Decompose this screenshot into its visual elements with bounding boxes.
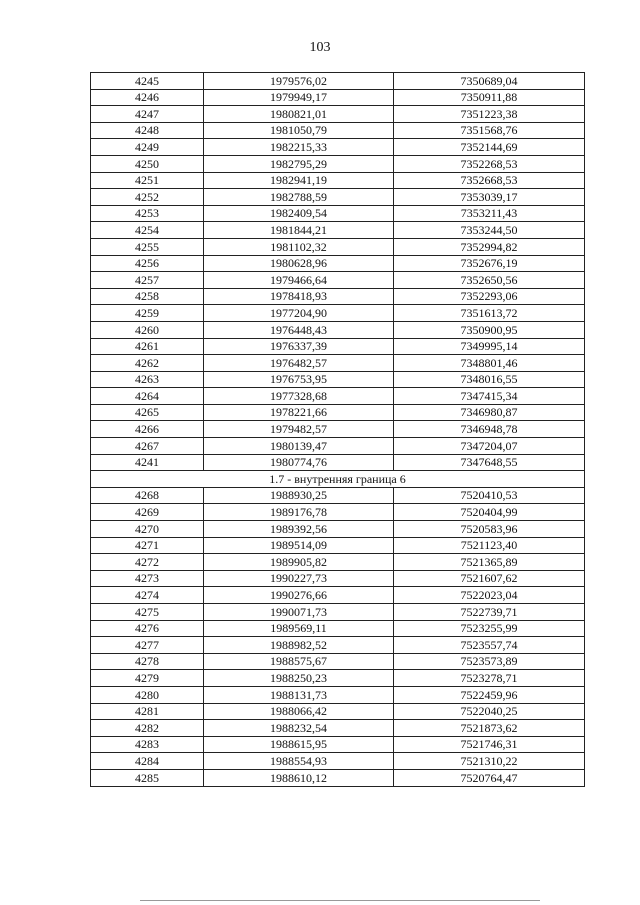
x-coordinate-cell: 1979949,17 bbox=[204, 89, 394, 106]
y-coordinate-cell: 7352994,82 bbox=[394, 238, 585, 255]
point-number-cell: 4247 bbox=[91, 106, 204, 123]
x-coordinate-cell: 1976337,39 bbox=[204, 338, 394, 355]
y-coordinate-cell: 7352676,19 bbox=[394, 255, 585, 272]
x-coordinate-cell: 1988610,12 bbox=[204, 769, 394, 786]
table-row bbox=[91, 122, 585, 139]
point-number-cell: 4283 bbox=[91, 736, 204, 753]
y-coordinate-cell: 7353211,43 bbox=[394, 205, 585, 222]
point-number-cell: 4264 bbox=[91, 388, 204, 405]
y-coordinate-cell: 7522739,71 bbox=[394, 604, 585, 621]
x-coordinate-cell: 1976753,95 bbox=[204, 371, 394, 388]
y-coordinate-cell: 7348016,55 bbox=[394, 371, 585, 388]
x-coordinate-cell: 1988554,93 bbox=[204, 753, 394, 770]
point-number-cell: 4252 bbox=[91, 189, 204, 206]
table-row bbox=[91, 487, 585, 504]
coordinates-table-body bbox=[91, 73, 585, 787]
y-coordinate-cell: 7352293,06 bbox=[394, 288, 585, 305]
x-coordinate-cell: 1988250,23 bbox=[204, 670, 394, 687]
y-coordinate-cell: 7521607,62 bbox=[394, 570, 585, 587]
point-number-cell: 4267 bbox=[91, 438, 204, 455]
table-row bbox=[91, 653, 585, 670]
table-row bbox=[91, 255, 585, 272]
x-coordinate-cell: 1981050,79 bbox=[204, 122, 394, 139]
table-row bbox=[91, 388, 585, 405]
x-coordinate-cell: 1978418,93 bbox=[204, 288, 394, 305]
y-coordinate-cell: 7346948,78 bbox=[394, 421, 585, 438]
x-coordinate-cell: 1988575,67 bbox=[204, 653, 394, 670]
table-row bbox=[91, 454, 585, 471]
y-coordinate-cell: 7520404,99 bbox=[394, 504, 585, 521]
table-row bbox=[91, 703, 585, 720]
y-coordinate-cell: 7352268,53 bbox=[394, 155, 585, 172]
x-coordinate-cell: 1981102,32 bbox=[204, 238, 394, 255]
table-row bbox=[91, 521, 585, 538]
point-number-cell: 4275 bbox=[91, 604, 204, 621]
x-coordinate-cell: 1989514,09 bbox=[204, 537, 394, 554]
y-coordinate-cell: 7352650,56 bbox=[394, 272, 585, 289]
point-number-cell: 4273 bbox=[91, 570, 204, 587]
y-coordinate-cell: 7350911,88 bbox=[394, 89, 585, 106]
y-coordinate-cell: 7521310,22 bbox=[394, 753, 585, 770]
x-coordinate-cell: 1989176,78 bbox=[204, 504, 394, 521]
y-coordinate-cell: 7521365,89 bbox=[394, 554, 585, 571]
y-coordinate-cell: 7523573,89 bbox=[394, 653, 585, 670]
table-row bbox=[91, 753, 585, 770]
y-coordinate-cell: 7351613,72 bbox=[394, 305, 585, 322]
x-coordinate-cell: 1988930,25 bbox=[204, 487, 394, 504]
table-row bbox=[91, 205, 585, 222]
point-number-cell: 4272 bbox=[91, 554, 204, 571]
y-coordinate-cell: 7348801,46 bbox=[394, 355, 585, 372]
y-coordinate-cell: 7347204,07 bbox=[394, 438, 585, 455]
x-coordinate-cell: 1980139,47 bbox=[204, 438, 394, 455]
point-number-cell: 4260 bbox=[91, 321, 204, 338]
y-coordinate-cell: 7523557,74 bbox=[394, 637, 585, 654]
table-row bbox=[91, 189, 585, 206]
table-row bbox=[91, 305, 585, 322]
x-coordinate-cell: 1979576,02 bbox=[204, 73, 394, 90]
page-number: 103 bbox=[309, 40, 331, 55]
x-coordinate-cell: 1989392,56 bbox=[204, 521, 394, 538]
x-coordinate-cell: 1982795,29 bbox=[204, 155, 394, 172]
x-coordinate-cell: 1977204,90 bbox=[204, 305, 394, 322]
table-row bbox=[91, 421, 585, 438]
y-coordinate-cell: 7520764,47 bbox=[394, 769, 585, 786]
point-number-cell: 4258 bbox=[91, 288, 204, 305]
point-number-cell: 4259 bbox=[91, 305, 204, 322]
table-row bbox=[91, 288, 585, 305]
table-row bbox=[91, 321, 585, 338]
point-number-cell: 4276 bbox=[91, 620, 204, 637]
table-row bbox=[91, 686, 585, 703]
point-number-cell: 4245 bbox=[91, 73, 204, 90]
x-coordinate-cell: 1989905,82 bbox=[204, 554, 394, 571]
x-coordinate-cell: 1982215,33 bbox=[204, 139, 394, 156]
point-number-cell: 4250 bbox=[91, 155, 204, 172]
y-coordinate-cell: 7349995,14 bbox=[394, 338, 585, 355]
point-number-cell: 4246 bbox=[91, 89, 204, 106]
table-row bbox=[91, 371, 585, 388]
x-coordinate-cell: 1990071,73 bbox=[204, 604, 394, 621]
x-coordinate-cell: 1981844,21 bbox=[204, 222, 394, 239]
x-coordinate-cell: 1988982,52 bbox=[204, 637, 394, 654]
table-row bbox=[91, 537, 585, 554]
table-row bbox=[91, 106, 585, 123]
point-number-cell: 4248 bbox=[91, 122, 204, 139]
y-coordinate-cell: 7351223,38 bbox=[394, 106, 585, 123]
y-coordinate-cell: 7520410,53 bbox=[394, 487, 585, 504]
point-number-cell: 4257 bbox=[91, 272, 204, 289]
x-coordinate-cell: 1990276,66 bbox=[204, 587, 394, 604]
x-coordinate-cell: 1976448,43 bbox=[204, 321, 394, 338]
point-number-cell: 4263 bbox=[91, 371, 204, 388]
coordinates-table bbox=[90, 72, 585, 787]
x-coordinate-cell: 1989569,11 bbox=[204, 620, 394, 637]
point-number-cell: 4268 bbox=[91, 487, 204, 504]
point-number-cell: 4270 bbox=[91, 521, 204, 538]
x-coordinate-cell: 1988131,73 bbox=[204, 686, 394, 703]
y-coordinate-cell: 7522459,96 bbox=[394, 686, 585, 703]
table-row bbox=[91, 272, 585, 289]
x-coordinate-cell: 1978221,66 bbox=[204, 404, 394, 421]
table-row bbox=[91, 604, 585, 621]
y-coordinate-cell: 7353244,50 bbox=[394, 222, 585, 239]
table-row bbox=[91, 620, 585, 637]
x-coordinate-cell: 1988615,95 bbox=[204, 736, 394, 753]
y-coordinate-cell: 7522040,25 bbox=[394, 703, 585, 720]
y-coordinate-cell: 7352668,53 bbox=[394, 172, 585, 189]
point-number-cell: 4281 bbox=[91, 703, 204, 720]
point-number-cell: 4277 bbox=[91, 637, 204, 654]
table-row bbox=[91, 637, 585, 654]
point-number-cell: 4266 bbox=[91, 421, 204, 438]
point-number-cell: 4269 bbox=[91, 504, 204, 521]
x-coordinate-cell: 1980628,96 bbox=[204, 255, 394, 272]
point-number-cell: 4253 bbox=[91, 205, 204, 222]
point-number-cell: 4265 bbox=[91, 404, 204, 421]
table-row bbox=[91, 554, 585, 571]
point-number-cell: 4262 bbox=[91, 355, 204, 372]
y-coordinate-cell: 7521123,40 bbox=[394, 537, 585, 554]
point-number-cell: 4261 bbox=[91, 338, 204, 355]
table-row bbox=[91, 670, 585, 687]
x-coordinate-cell: 1982788,59 bbox=[204, 189, 394, 206]
table-row bbox=[91, 504, 585, 521]
point-number-cell: 4278 bbox=[91, 653, 204, 670]
table-row bbox=[91, 73, 585, 90]
x-coordinate-cell: 1979482,57 bbox=[204, 421, 394, 438]
point-number-cell: 4280 bbox=[91, 686, 204, 703]
page-bottom-edge bbox=[140, 900, 540, 901]
y-coordinate-cell: 7352144,69 bbox=[394, 139, 585, 156]
y-coordinate-cell: 7521873,62 bbox=[394, 720, 585, 737]
y-coordinate-cell: 7346980,87 bbox=[394, 404, 585, 421]
point-number-cell: 4282 bbox=[91, 720, 204, 737]
point-number-cell: 4284 bbox=[91, 753, 204, 770]
point-number-cell: 4279 bbox=[91, 670, 204, 687]
x-coordinate-cell: 1982941,19 bbox=[204, 172, 394, 189]
y-coordinate-cell: 7347648,55 bbox=[394, 454, 585, 471]
x-coordinate-cell: 1982409,54 bbox=[204, 205, 394, 222]
point-number-cell: 4254 bbox=[91, 222, 204, 239]
table-row bbox=[91, 355, 585, 372]
point-number-cell: 4255 bbox=[91, 238, 204, 255]
section-title: 1.7 - внутренняя граница 6 bbox=[91, 471, 585, 488]
x-coordinate-cell: 1988232,54 bbox=[204, 720, 394, 737]
y-coordinate-cell: 7351568,76 bbox=[394, 122, 585, 139]
table-row bbox=[91, 769, 585, 786]
y-coordinate-cell: 7350689,04 bbox=[394, 73, 585, 90]
point-number-cell: 4274 bbox=[91, 587, 204, 604]
y-coordinate-cell: 7520583,96 bbox=[394, 521, 585, 538]
table-row bbox=[91, 587, 585, 604]
x-coordinate-cell: 1980821,01 bbox=[204, 106, 394, 123]
point-number-cell: 4241 bbox=[91, 454, 204, 471]
y-coordinate-cell: 7353039,17 bbox=[394, 189, 585, 206]
table-row bbox=[91, 139, 585, 156]
x-coordinate-cell: 1990227,73 bbox=[204, 570, 394, 587]
y-coordinate-cell: 7350900,95 bbox=[394, 321, 585, 338]
y-coordinate-cell: 7521746,31 bbox=[394, 736, 585, 753]
table-row bbox=[91, 570, 585, 587]
y-coordinate-cell: 7523255,99 bbox=[394, 620, 585, 637]
point-number-cell: 4256 bbox=[91, 255, 204, 272]
table-row bbox=[91, 438, 585, 455]
point-number-cell: 4251 bbox=[91, 172, 204, 189]
table-row bbox=[91, 404, 585, 421]
table-row bbox=[91, 338, 585, 355]
section-header-row bbox=[91, 471, 585, 488]
table-row bbox=[91, 172, 585, 189]
x-coordinate-cell: 1977328,68 bbox=[204, 388, 394, 405]
table-row bbox=[91, 222, 585, 239]
table-row bbox=[91, 155, 585, 172]
table-row bbox=[91, 720, 585, 737]
table-row bbox=[91, 736, 585, 753]
point-number-cell: 4271 bbox=[91, 537, 204, 554]
x-coordinate-cell: 1980774,76 bbox=[204, 454, 394, 471]
table-row bbox=[91, 89, 585, 106]
x-coordinate-cell: 1976482,57 bbox=[204, 355, 394, 372]
table-row bbox=[91, 238, 585, 255]
y-coordinate-cell: 7523278,71 bbox=[394, 670, 585, 687]
y-coordinate-cell: 7347415,34 bbox=[394, 388, 585, 405]
y-coordinate-cell: 7522023,04 bbox=[394, 587, 585, 604]
point-number-cell: 4285 bbox=[91, 769, 204, 786]
point-number-cell: 4249 bbox=[91, 139, 204, 156]
x-coordinate-cell: 1979466,64 bbox=[204, 272, 394, 289]
x-coordinate-cell: 1988066,42 bbox=[204, 703, 394, 720]
